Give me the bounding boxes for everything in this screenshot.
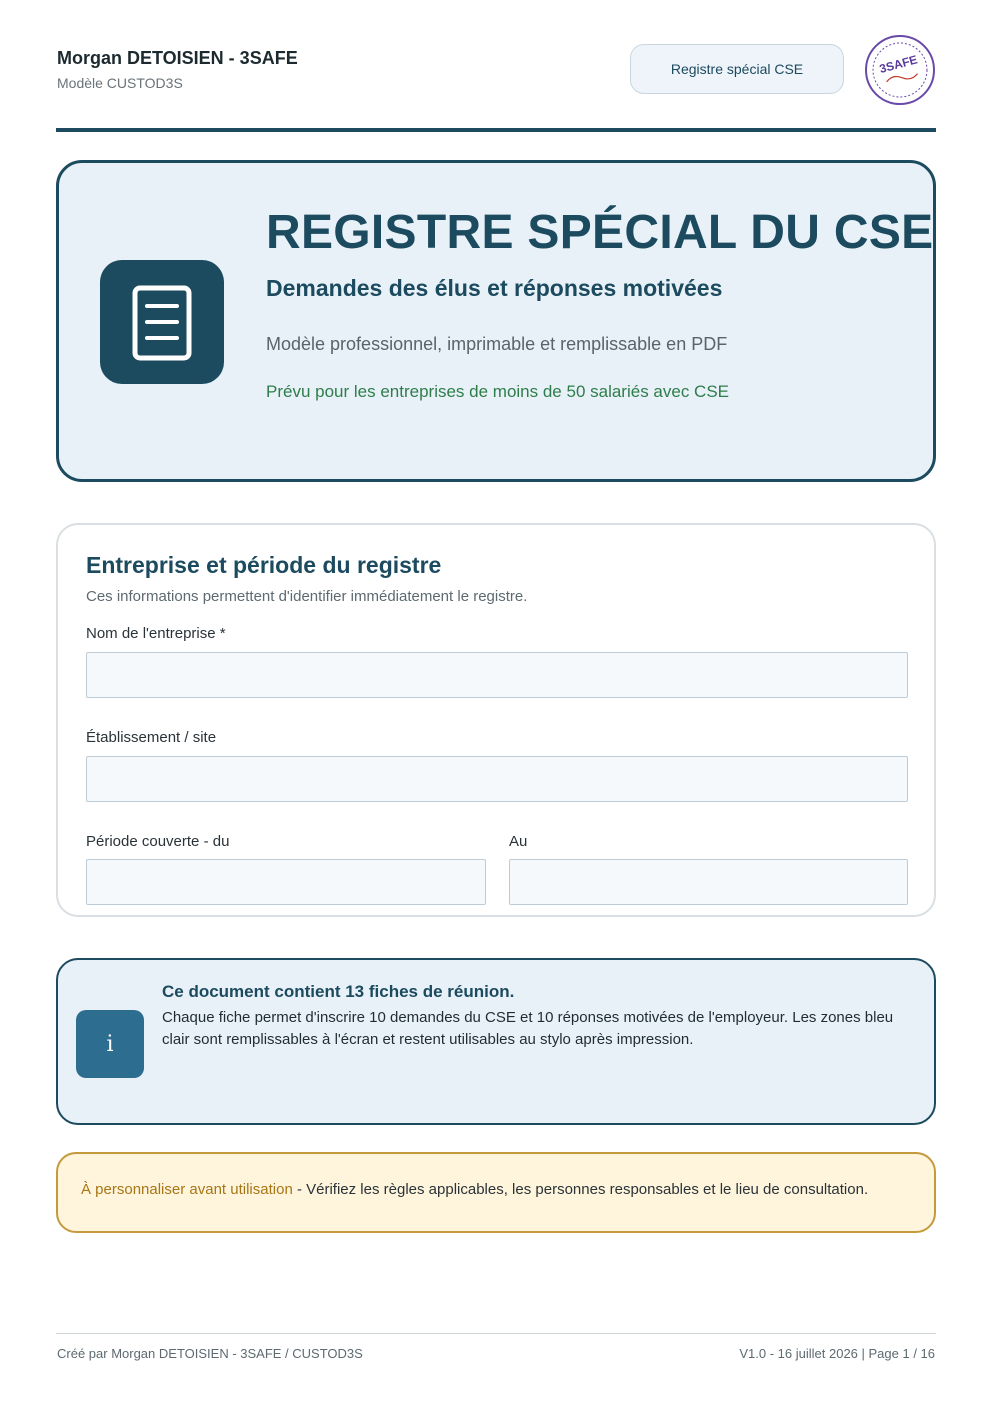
- company-period-form: [56, 523, 936, 917]
- warning-text: - Vérifiez les règles applicables, les personnes responsables et le lieu de consultation.: [292, 1181, 869, 1198]
- site-label: Établissement / site: [86, 729, 217, 746]
- info-text: Chaque fiche permet d'inscrire 10 demandes du CSE et 10 réponses motivées de l'employeur. Les zones bleu clair sont remplissables à l'écran et restent utilisables au stylo après impression.: [162, 1009, 894, 1048]
- company-name-field[interactable]: [86, 652, 908, 698]
- company-name-label: Nom de l'entreprise *: [86, 625, 226, 642]
- document-icon: [100, 260, 224, 384]
- author-name: Morgan DETOISIEN - 3SAFE: [57, 48, 298, 68]
- customization-warning: [56, 1152, 936, 1233]
- site-field[interactable]: [86, 756, 908, 802]
- seal-text: 3SAFE: [877, 52, 919, 76]
- warning-lead: À personnaliser avant utilisation: [81, 1181, 293, 1198]
- page-title: REGISTRE SPÉCIAL DU CSE: [266, 206, 934, 259]
- period-to-label: Au: [509, 833, 528, 850]
- document-tag-label: Registre spécial CSE: [670, 61, 804, 77]
- footer-version-page: V1.0 - 16 juillet 2026 | Page 1 / 16: [739, 1346, 935, 1361]
- period-to-field[interactable]: [509, 859, 908, 905]
- model-reference: Modèle CUSTOD3S: [57, 75, 183, 91]
- footer-credit: Créé par Morgan DETOISIEN - 3SAFE / CUSTOD3S: [57, 1346, 363, 1361]
- warning-text-block: [81, 1179, 911, 1200]
- info-icon: [76, 1010, 144, 1078]
- document-tag: [630, 44, 844, 94]
- period-from-label: Période couverte - du: [86, 833, 230, 850]
- period-from-field[interactable]: [86, 859, 486, 905]
- company-seal-logo: [864, 34, 936, 106]
- form-title: Entreprise et période du registre: [86, 552, 442, 578]
- info-title: Ce document contient 13 fiches de réunion.: [162, 982, 515, 1001]
- footer-divider: [56, 1333, 936, 1334]
- info-icon-glyph: i: [106, 1031, 114, 1057]
- form-intro: Ces informations permettent d'identifier immédiatement le registre.: [86, 588, 528, 605]
- hero-description: Modèle professionnel, imprimable et remplissable en PDF: [266, 334, 728, 354]
- header-divider: [56, 128, 936, 132]
- hero-scope-note: Prévu pour les entreprises de moins de 50 salariés avec CSE: [266, 382, 730, 401]
- info-box: [56, 958, 936, 1125]
- page-subtitle: Demandes des élus et réponses motivées: [266, 275, 723, 301]
- hero-banner: [56, 160, 936, 482]
